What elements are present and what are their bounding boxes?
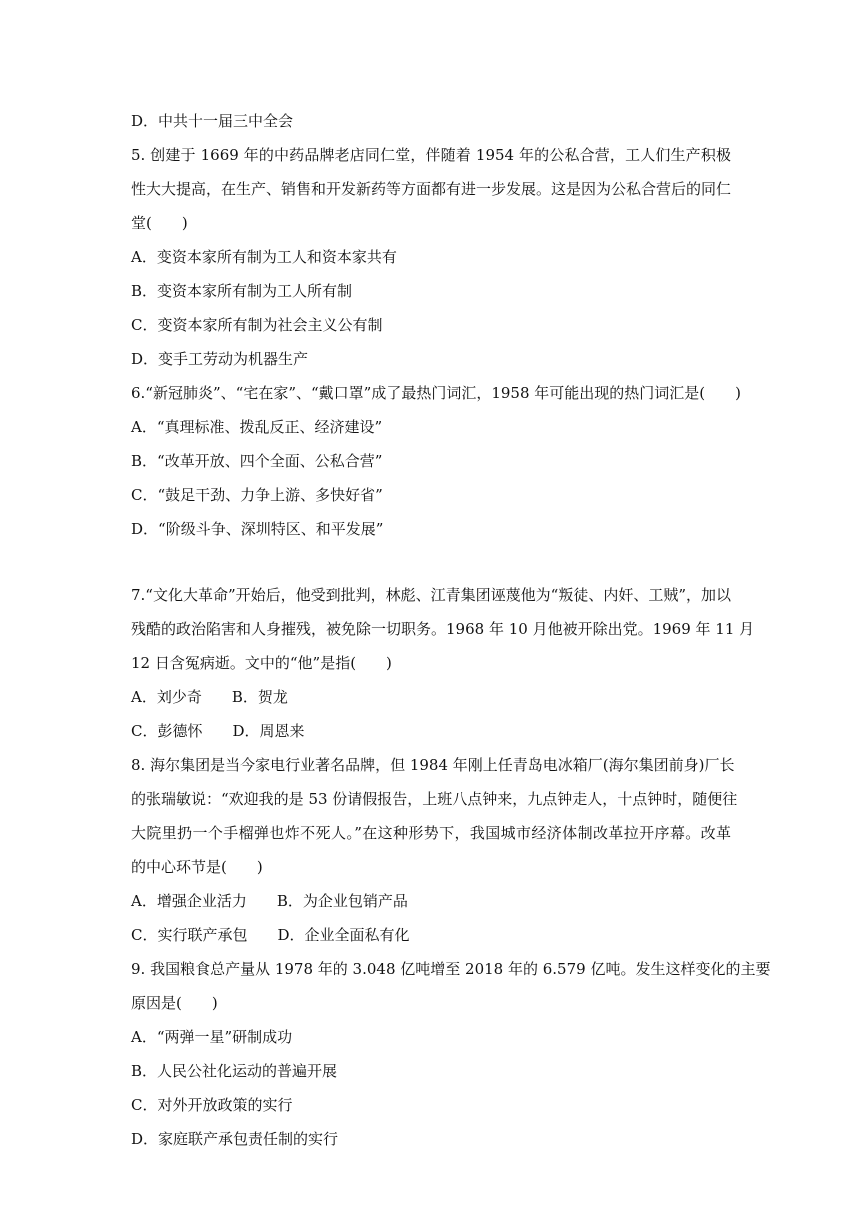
q7-stem-line-1: 7.“文化大革命”开始后，他受到批判，林彪、江青集团诬蔑他为“叛徒、内奸、工贼”，加以 <box>131 586 731 604</box>
q9-stem-line-1: 9. 我国粮食总产量从 1978 年的 3.048 亿吨增至 2018 年的 6.579 亿吨。发生这样变化的主要 <box>131 960 771 978</box>
q7-options-ab: A．刘少奇 B．贺龙 <box>131 688 288 706</box>
q5-stem-line-3: 堂( ) <box>131 214 188 232</box>
q8-stem-line-2: 的张瑞敏说：“欢迎我的是 53 份请假报告，上班八点钟来，九点钟走人，十点钟时，随便往 <box>131 790 738 808</box>
q5-option-d: D．变手工劳动为机器生产 <box>131 350 309 368</box>
q9-option-d: D．家庭联产承包责任制的实行 <box>131 1130 339 1148</box>
q9-stem-line-2: 原因是( ) <box>131 994 218 1012</box>
q5-stem-line-2: 性大大提高，在生产、销售和开发新药等方面都有进一步发展。这是因为公私合营后的同仁 <box>131 180 732 198</box>
q7-stem-line-3: 12 日含冤病逝。文中的“他”是指( ) <box>131 654 392 672</box>
q6-option-c: C．“鼓足干劲、力争上游、多快好省” <box>131 486 383 504</box>
q8-stem-line-3: 大院里扔一个手榴弹也炸不死人。”在这种形势下，我国城市经济体制改革拉开序幕。改革 <box>131 824 731 842</box>
q5-stem-line-1: 5. 创建于 1669 年的中药品牌老店同仁堂，伴随着 1954 年的公私合营，工人们生产积极 <box>131 146 731 164</box>
q5-option-b: B．变资本家所有制为工人所有制 <box>131 282 353 300</box>
q8-options-ab: A．增强企业活力 B．为企业包销产品 <box>131 892 408 910</box>
q6-stem: 6.“新冠肺炎”、“宅在家”、“戴口罩”成了最热门词汇，1958 年可能出现的热门词汇是( ) <box>131 384 741 402</box>
q9-option-a: A．“两弹一星”研制成功 <box>131 1028 293 1046</box>
q9-option-b: B．人民公社化运动的普遍开展 <box>131 1062 338 1080</box>
q9-option-c: C．对外开放政策的实行 <box>131 1096 293 1114</box>
q8-options-cd: C．实行联产承包 D．企业全面私有化 <box>131 926 410 944</box>
q4-option-d: D．中共十一届三中全会 <box>131 112 294 130</box>
q8-stem-line-4: 的中心环节是( ) <box>131 858 263 876</box>
q6-option-b: B．“改革开放、四个全面、公私合营” <box>131 452 383 470</box>
q7-stem-line-2: 残酷的政治陷害和人身摧残，被免除一切职务。1968 年 10 月他被开除出党。1969 年 11 月 <box>131 620 755 638</box>
q5-option-a: A．变资本家所有制为工人和资本家共有 <box>131 248 397 266</box>
q6-option-d: D．“阶级斗争、深圳特区、和平发展” <box>131 520 384 538</box>
q5-option-c: C．变资本家所有制为社会主义公有制 <box>131 316 383 334</box>
q7-options-cd: C．彭德怀 D．周恩来 <box>131 722 305 740</box>
q6-option-a: A．“真理标准、拨乱反正、经济建设” <box>131 418 383 436</box>
q8-stem-line-1: 8. 海尔集团是当今家电行业著名品牌，但 1984 年刚上任青岛电冰箱厂(海尔集团前身)厂长 <box>131 756 735 774</box>
